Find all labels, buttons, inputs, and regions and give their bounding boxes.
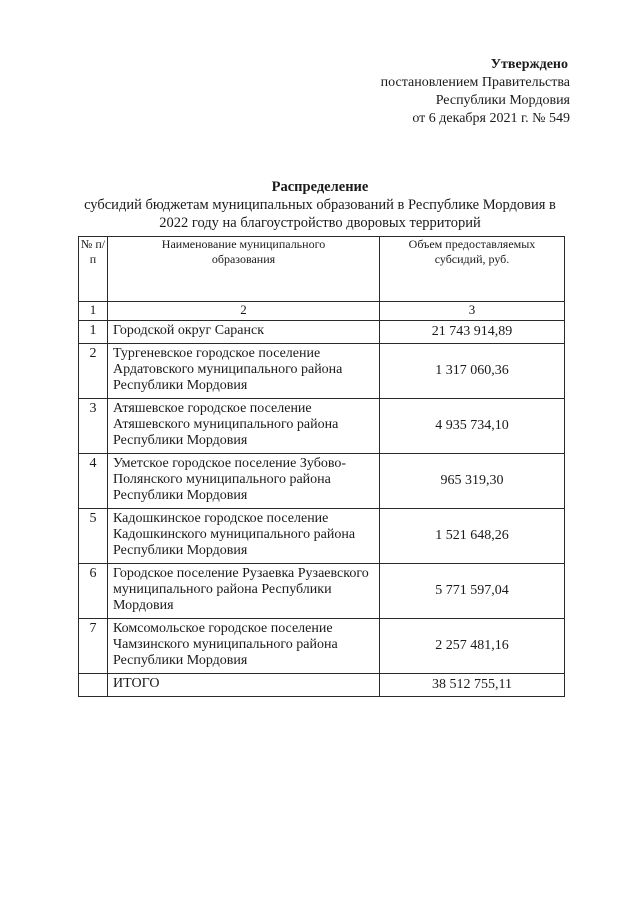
table-row (79, 344, 565, 399)
total-label: ИТОГО (108, 674, 380, 697)
table-row (79, 619, 565, 674)
row-municipality: Городское поселение Рузаевка Рузаевского муниципального района Республики Мордовия (108, 564, 380, 619)
header-name: Наименование муниципального образования (108, 237, 380, 302)
row-municipality: Тургеневское городское поселение Ардатовского муниципального района Республики Мордовия (108, 344, 380, 399)
table-row (79, 321, 565, 344)
total-num-cell (79, 674, 108, 697)
row-municipality: Городской округ Саранск (108, 321, 380, 344)
row-number: 3 (79, 399, 108, 454)
row-number: 5 (79, 509, 108, 564)
total-amount: 38 512 755,11 (380, 674, 565, 697)
row-amount: 5 771 597,04 (380, 564, 565, 619)
document-title-block (70, 178, 570, 232)
approval-line-1: постановлением Правительства (380, 75, 570, 90)
row-number: 2 (79, 344, 108, 399)
column-index: 3 (380, 302, 565, 321)
row-number: 1 (79, 321, 108, 344)
header-amount: Объем предоставляемых субсидий, руб. (380, 237, 565, 302)
subsidy-table (78, 236, 565, 697)
document-title: Распределение (271, 179, 369, 195)
table-row (79, 454, 565, 509)
row-municipality: Атяшевское городское поселение Атяшевского муниципального района Республики Мордовия (108, 399, 380, 454)
table-row (79, 509, 565, 564)
row-amount: 1 317 060,36 (380, 344, 565, 399)
row-number: 7 (79, 619, 108, 674)
header-num: № п/п (79, 237, 108, 302)
row-amount: 965 319,30 (380, 454, 565, 509)
column-index-row (79, 302, 565, 321)
column-index: 2 (108, 302, 380, 321)
row-amount: 2 257 481,16 (380, 619, 565, 674)
row-amount: 4 935 734,10 (380, 399, 565, 454)
row-amount: 21 743 914,89 (380, 321, 565, 344)
table-row (79, 399, 565, 454)
approval-stamp (340, 56, 570, 128)
row-number: 6 (79, 564, 108, 619)
row-municipality: Комсомольское городское поселение Чамзинского муниципального района Республики Мордовия (108, 619, 380, 674)
total-row (79, 674, 565, 697)
row-municipality: Кадошкинское городское поселение Кадошкинского муниципального района Республики Мордовия (108, 509, 380, 564)
approval-heading: Утверждено (490, 57, 568, 72)
document-subtitle-line-1: субсидий бюджетам муниципальных образований в Республике Мордовия в (84, 197, 556, 213)
approval-line-2: Республики Мордовия (435, 93, 570, 108)
document-subtitle-line-2: 2022 году на благоустройство дворовых территорий (159, 215, 481, 231)
row-amount: 1 521 648,26 (380, 509, 565, 564)
approval-line-3: от 6 декабря 2021 г. № 549 (412, 111, 570, 126)
row-number: 4 (79, 454, 108, 509)
table-header-row (79, 237, 565, 302)
row-municipality: Уметское городское поселение Зубово-Полянского муниципального района Республики Мордовия (108, 454, 380, 509)
column-index: 1 (79, 302, 108, 321)
table-row (79, 564, 565, 619)
